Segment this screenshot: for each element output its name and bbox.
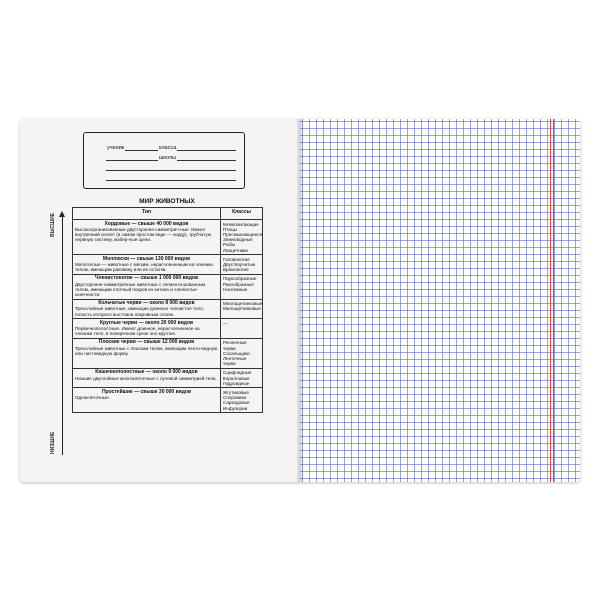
type-name: Плоские черви — свыше 12 000 видов [98,339,195,346]
class-name: Гидроидные [223,380,250,386]
type-name: Хордовые — свыше 40 000 видов [104,220,189,227]
class-name: Земноводные [223,237,253,243]
classes-cell [221,338,263,368]
table-row [73,299,263,319]
name-box-line [106,180,236,181]
type-name: Круглые черви — около 20 000 видов [99,319,194,326]
class-name: Сосальщики [223,350,250,356]
class-name: Ракообразные [223,281,254,287]
name-box-row-blank [106,164,236,172]
classes-cell [221,220,263,255]
type-cell [73,299,221,319]
table-row [73,368,263,388]
type-description: Трехслойные животные с плоским телом, имеющим ленто-видную или листовидную форму. [75,345,218,356]
table-row [73,274,263,299]
type-description: Мягкотелые — животные с мягким, нерасчлененным на членики телом, имеющим раковину или ее остатки. [75,261,213,273]
type-description: Первичнополостные. Имеют длинное, нерасчлененное на членики тело, в поперечном срезе оно круглое. [75,325,200,337]
class-name: Двустворчатые [223,261,256,267]
class-name: Насекомые [223,286,248,292]
table-row [73,319,263,339]
table-row [73,338,263,368]
class-name: — [223,320,228,326]
class-name: Малощетинковые [223,306,261,312]
class-name: Ланцетники [223,247,248,253]
class-name: Инфузории [223,405,248,411]
table-row [73,388,263,413]
class-name: Саркодовые [223,400,250,406]
name-box-row-student [106,144,236,152]
axis-label-bottom: НИЗШИЕ [50,431,56,454]
name-box [83,132,245,189]
class-name: Ресничные черви [223,340,247,351]
classes-cell [221,255,263,275]
class-name: Рыбы [223,242,236,248]
type-cell [73,319,221,339]
label-student: ученик [107,145,125,151]
class-name: Брюхоногие [223,267,249,273]
animal-kingdom-table [72,207,263,413]
class-name: Коралловые [223,375,250,381]
table-header-row [73,208,263,220]
classes-cell [221,388,263,413]
type-name: Моллюски — свыше 130 000 видов [102,255,191,262]
class-name: Споровики [223,395,247,401]
spine [297,119,303,482]
classes-cell [221,368,263,388]
type-description: Одноклеточные. [75,395,110,401]
classes-cell [221,274,263,299]
type-description: Высокоорганизованные двусторонне-симметрич-ные. Имеют внутренний скелет (в самом простом виде — хорду), трубчатую нервную систему, жабер-ные щели. [75,226,212,243]
header-classes: Классы [221,208,263,220]
class-name: Пресмыкающиеся [223,231,262,237]
class-name: Жгутиковые [223,389,249,395]
type-cell [73,274,221,299]
header-type: Тип [73,208,221,220]
type-name: Кишечнополостные — около 9 000 видов [95,369,198,376]
type-cell [73,255,221,275]
class-name: Головоногие [223,256,250,262]
type-cell [73,388,221,413]
name-box-row-school [106,154,236,162]
type-cell [73,220,221,255]
notebook-spread [20,119,580,482]
classes-cell [221,319,263,339]
type-name: Кольчатые черви — около 8 000 видов [98,300,195,307]
type-cell [73,338,221,368]
classes-cell [221,299,263,319]
margin-line [550,119,551,482]
axis-label-top: ВЫСШИЕ [50,212,56,237]
type-description: Низшие двуслойные многоклеточные с лучевой симметрией тела. [75,375,217,381]
class-name: Сцифоидные [223,370,252,376]
name-box-row-blank [106,174,236,182]
margin-line [553,119,554,482]
type-cell [73,368,221,388]
name-box-line [106,170,236,171]
grid-page [300,119,580,482]
table-row [73,255,263,275]
cover-page [20,119,300,482]
label-class: класса [159,145,177,151]
type-name: Простейшие — свыше 30 000 видов [101,388,192,395]
class-name: Птицы [223,226,237,232]
type-name: Членистоногие — свыше 1 000 000 видов [94,275,199,282]
class-name: Паукообразные [223,276,257,282]
table-row [73,220,263,255]
table-title: МИР ЖИВОТНЫХ [139,198,195,205]
label-school: школы [159,155,176,161]
class-name: Млекопитающие [223,221,259,227]
class-name: Многощетинковые [223,301,263,307]
type-description: Трехслойные животные, имеющие длинное членистое тело, полость которого выстлана покровным слоем. [75,306,204,317]
type-description: Двусторонне-симметричные животные с сегменти-рованным телом, имеющим плотный покров из хитина и членистые конечности. [75,281,206,297]
axis-line [62,215,63,455]
class-name: Ленточные черви [223,355,247,367]
